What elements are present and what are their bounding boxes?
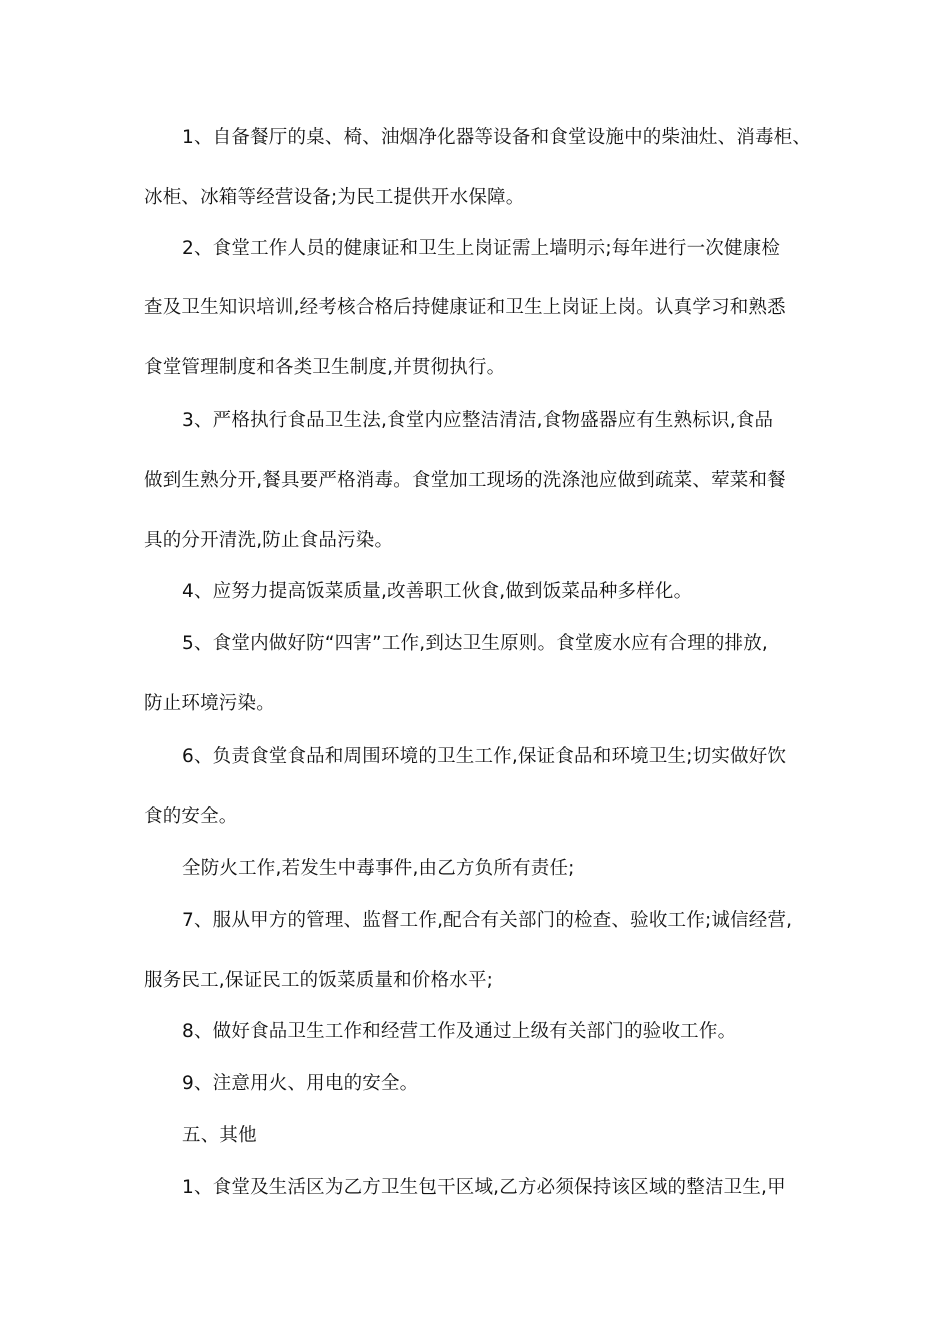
paragraph-2-line-2: 查及卫生知识培训,经考核合格后持健康证和卫生上岗证上岗。认真学习和熟悉 (144, 297, 786, 318)
paragraph-2-line-3: 食堂管理制度和各类卫生制度,并贯彻执行。 (144, 357, 506, 378)
paragraph-1-line-1: 1、自备餐厅的桌、椅、油烟净化器等设备和食堂设施中的柴油灶、消毒柜、 (182, 127, 812, 148)
paragraph-3-line-2: 做到生熟分开,餐具要严格消毒。食堂加工现场的洗涤池应做到疏菜、荤菜和餐 (144, 470, 786, 491)
paragraph-9-line-1: 9、注意用火、用电的安全。 (182, 1073, 419, 1094)
paragraph-fire-safety: 全防火工作,若发生中毒事件,由乙方负所有责任; (182, 858, 575, 879)
paragraph-5-line-1: 5、食堂内做好防“四害”工作,到达卫生原则。食堂废水应有合理的排放, (182, 633, 769, 654)
paragraph-2-line-1: 2、食堂工作人员的健康证和卫生上岗证需上墙明示;每年进行一次健康检 (182, 238, 781, 259)
section-heading-other: 五、其他 (182, 1125, 257, 1146)
paragraph-6-line-1: 6、负责食堂食品和周围环境的卫生工作,保证食品和环境卫生;切实做好饮 (182, 746, 787, 767)
paragraph-6-line-2: 食的安全。 (144, 806, 238, 827)
paragraph-8-line-1: 8、做好食品卫生工作和经营工作及通过上级有关部门的验收工作。 (182, 1021, 737, 1042)
paragraph-1-line-2: 冰柜、冰箱等经营设备;为民工提供开水保障。 (144, 187, 525, 208)
paragraph-3-line-3: 具的分开清洗,防止食品污染。 (144, 530, 394, 551)
paragraph-7-line-1: 7、服从甲方的管理、监督工作,配合有关部门的检查、验收工作;诚信经营, (182, 910, 793, 931)
paragraph-3-line-1: 3、严格执行食品卫生法,食堂内应整洁清洁,食物盛器应有生熟标识,食品 (182, 410, 774, 431)
paragraph-5-line-2: 防止环境污染。 (144, 693, 275, 714)
paragraph-7-line-2: 服务民工,保证民工的饭菜质量和价格水平; (144, 970, 494, 991)
other-paragraph-1-line-1: 1、食堂及生活区为乙方卫生包干区域,乙方必须保持该区域的整洁卫生,甲 (182, 1177, 786, 1198)
paragraph-4-line-1: 4、应努力提高饭菜质量,改善职工伙食,做到饭菜品种多样化。 (182, 581, 693, 602)
